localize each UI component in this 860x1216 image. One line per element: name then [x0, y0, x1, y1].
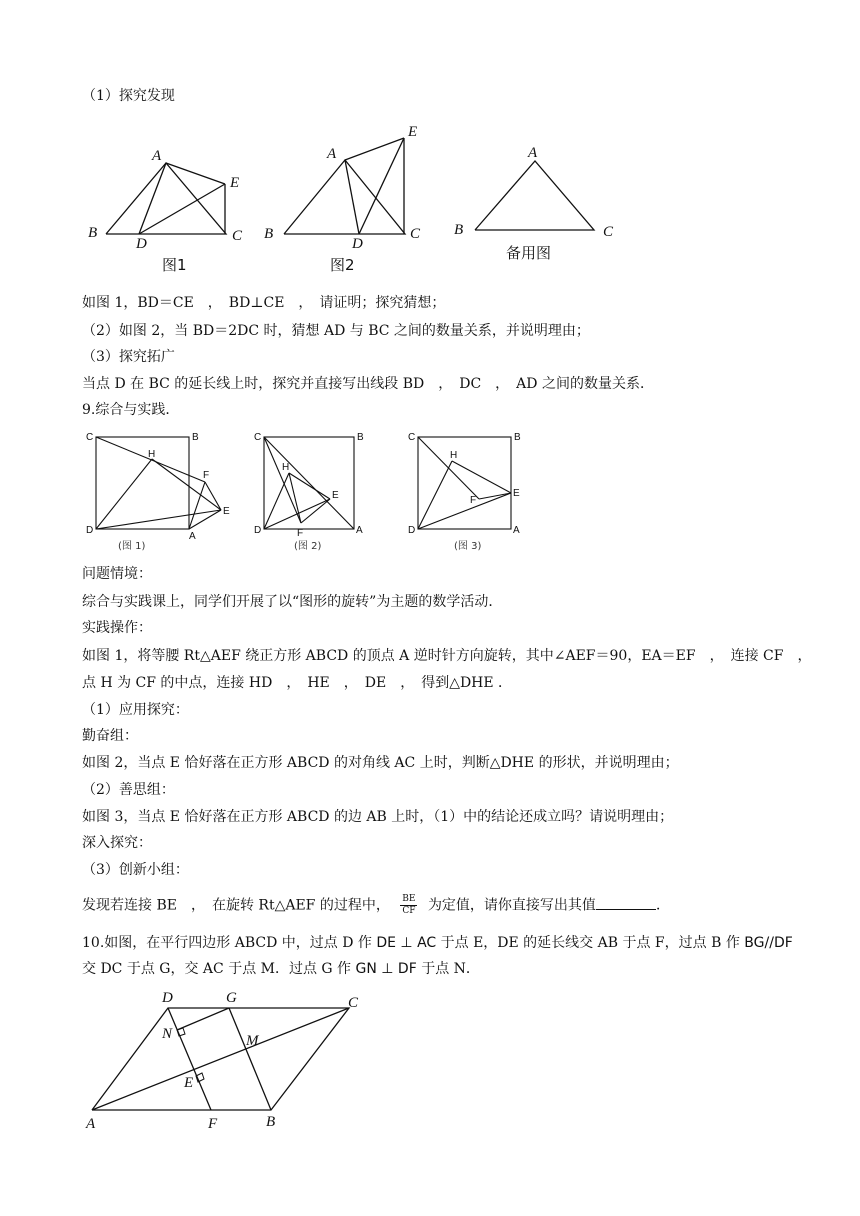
q9-line-13-c: ．	[655, 897, 670, 914]
math-de-perp-ac: DE ⊥ AC	[376, 935, 437, 951]
q9f2-label-d: D	[254, 525, 262, 536]
q10-label-e: E	[184, 1075, 194, 1091]
q9-line-13	[82, 894, 670, 917]
q9-line-5: 点 H 为 CF 的中点，连接 HD ， HE ， DE ， 得到△DHE ．	[82, 675, 513, 691]
q9-title: 9.综合与实践．	[82, 402, 180, 418]
q9f3-caption: (图 3)	[454, 541, 482, 552]
fig1-label-e: E	[230, 175, 240, 191]
q9-line-2: 综合与实践课上，同学们开展了以“图形的旋转”为主题的数学活动．	[82, 594, 503, 610]
q9-line-11: 深入探究：	[82, 835, 152, 851]
q8-figure-1	[82, 140, 262, 280]
q8-line-fig1: 如图 1，BD＝CE ， BD⊥CE ， 请证明；探究猜想；	[82, 295, 446, 311]
fig1-label-b: B	[88, 225, 98, 241]
q9-line-6: （1）应用探究：	[82, 702, 189, 718]
q10-line-2	[82, 959, 480, 979]
q9-line-12: （3）创新小组：	[82, 862, 189, 878]
fraction-numerator: BE	[402, 894, 416, 904]
fig1-caption: 图1	[162, 256, 187, 274]
q10-line-1-a: 10.如图，在平行四边形 ABCD 中，过点 D 作	[82, 935, 377, 951]
q9f3-label-d: D	[408, 525, 416, 536]
q9f2-label-f: F	[297, 528, 304, 539]
q8-part2: （2）如图 2，当 BD＝2DC 时，猜想 AD 与 BC 之间的数量关系，并说明理由；	[82, 323, 590, 339]
q9-line-1: 问题情境：	[82, 566, 152, 582]
q9f3-label-c: C	[408, 432, 416, 443]
q9-line-9: （2）善思组：	[82, 782, 175, 798]
q9f3-label-a: A	[513, 525, 520, 536]
q9f1-label-c: C	[86, 432, 94, 443]
q9f3-label-e: E	[513, 488, 520, 499]
answer-blank	[596, 897, 656, 910]
q9f3-label-b: B	[514, 432, 521, 443]
fig1-label-d: D	[136, 236, 147, 252]
q9f2-label-b: B	[357, 432, 364, 443]
q10-parallelogram-figure	[82, 988, 382, 1136]
fig3-label-b: B	[454, 222, 464, 238]
q10-label-d: D	[162, 990, 173, 1006]
fig1-label-a: A	[152, 148, 162, 164]
fig2-label-e: E	[408, 124, 418, 140]
q9f2-label-h: H	[282, 462, 290, 473]
q8-part1-title: （1）探究发现	[82, 88, 175, 104]
q9f1-label-e: E	[223, 506, 230, 517]
q9f3-label-f: F	[470, 495, 477, 506]
q9-line-3: 实践操作：	[82, 620, 152, 636]
q9-figure-2	[250, 428, 370, 556]
q9-line-13-b: 为定值，请你直接写出其值	[427, 897, 596, 914]
q9f2-label-c: C	[254, 432, 262, 443]
q10-label-n: N	[162, 1026, 173, 1042]
q10-label-m: M	[246, 1033, 259, 1049]
q9-line-7: 勤奋组：	[82, 728, 138, 744]
q9-line-13-a: 发现若连接 BE ， 在旋转 Rt△AEF 的过程中，	[82, 897, 390, 914]
q9f1-label-d: D	[86, 525, 94, 536]
q9f2-label-a: A	[356, 525, 363, 536]
q9f3-label-h: H	[450, 450, 458, 461]
q9f2-caption: (图 2)	[294, 541, 322, 552]
q9f1-label-h: H	[148, 449, 156, 460]
q9f1-caption: (图 1)	[118, 541, 146, 552]
q9-line-10: 如图 3，当点 E 恰好落在正方形 ABCD 的边 AB 上时，（1）中的结论还成立吗？请说明理由；	[82, 809, 674, 825]
q10-label-c: C	[348, 995, 359, 1011]
be-over-cf-fraction	[400, 894, 417, 917]
q10-line-2-b: 于点 N．	[416, 961, 480, 977]
math-gn-perp-df: GN ⊥ DF	[355, 961, 417, 977]
q10-label-a: A	[86, 1116, 96, 1132]
q10-label-b: B	[266, 1114, 276, 1130]
fig2-label-b: B	[264, 226, 274, 242]
q8-part3-title: （3）探究拓广	[82, 349, 175, 365]
q9-figure-3	[404, 428, 529, 556]
math-bg-parallel-df: BG//DF	[744, 935, 793, 951]
fraction-denominator: CF	[402, 906, 416, 916]
q9-figure-1	[82, 428, 242, 556]
q9f1-label-a: A	[189, 531, 196, 542]
fig2-caption: 图2	[330, 256, 355, 274]
q9-line-8: 如图 2，当点 E 恰好落在正方形 ABCD 的对角线 AC 上时，判断△DHE 的形状，并说明理由；	[82, 755, 679, 771]
q9f1-label-f: F	[203, 470, 210, 481]
fig3-caption: 备用图	[506, 244, 552, 262]
fig1-label-c: C	[232, 228, 243, 244]
q10-line-1	[82, 933, 793, 953]
q10-line-1-b: 于点 E，DE 的延长线交 AB 于点 F，过点 B 作	[436, 935, 745, 951]
fig2-label-c: C	[410, 226, 421, 242]
q10-line-2-a: 交 DC 于点 G，交 AC 于点 M．过点 G 作	[82, 961, 356, 977]
fig3-label-a: A	[528, 145, 538, 161]
q8-part3: 当点 D 在 BC 的延长线上时，探究并直接写出线段 BD ， DC ， AD 之间的数量关系．	[82, 376, 654, 392]
q9f1-label-b: B	[192, 432, 199, 443]
q10-label-g: G	[226, 990, 237, 1006]
q9f2-label-e: E	[332, 490, 339, 501]
fig2-label-a: A	[327, 146, 337, 162]
q9-line-4: 如图 1，将等腰 Rt△AEF 绕正方形 ABCD 的顶点 A 逆时针方向旋转，其中∠AEF＝90，EA＝EF ， 连接 CF ，	[82, 648, 812, 664]
q10-label-f: F	[208, 1116, 218, 1132]
fig2-label-d: D	[352, 236, 363, 252]
fig3-label-c: C	[603, 224, 614, 240]
q8-figure-2	[258, 118, 438, 280]
q8-figure-spare	[448, 140, 628, 270]
